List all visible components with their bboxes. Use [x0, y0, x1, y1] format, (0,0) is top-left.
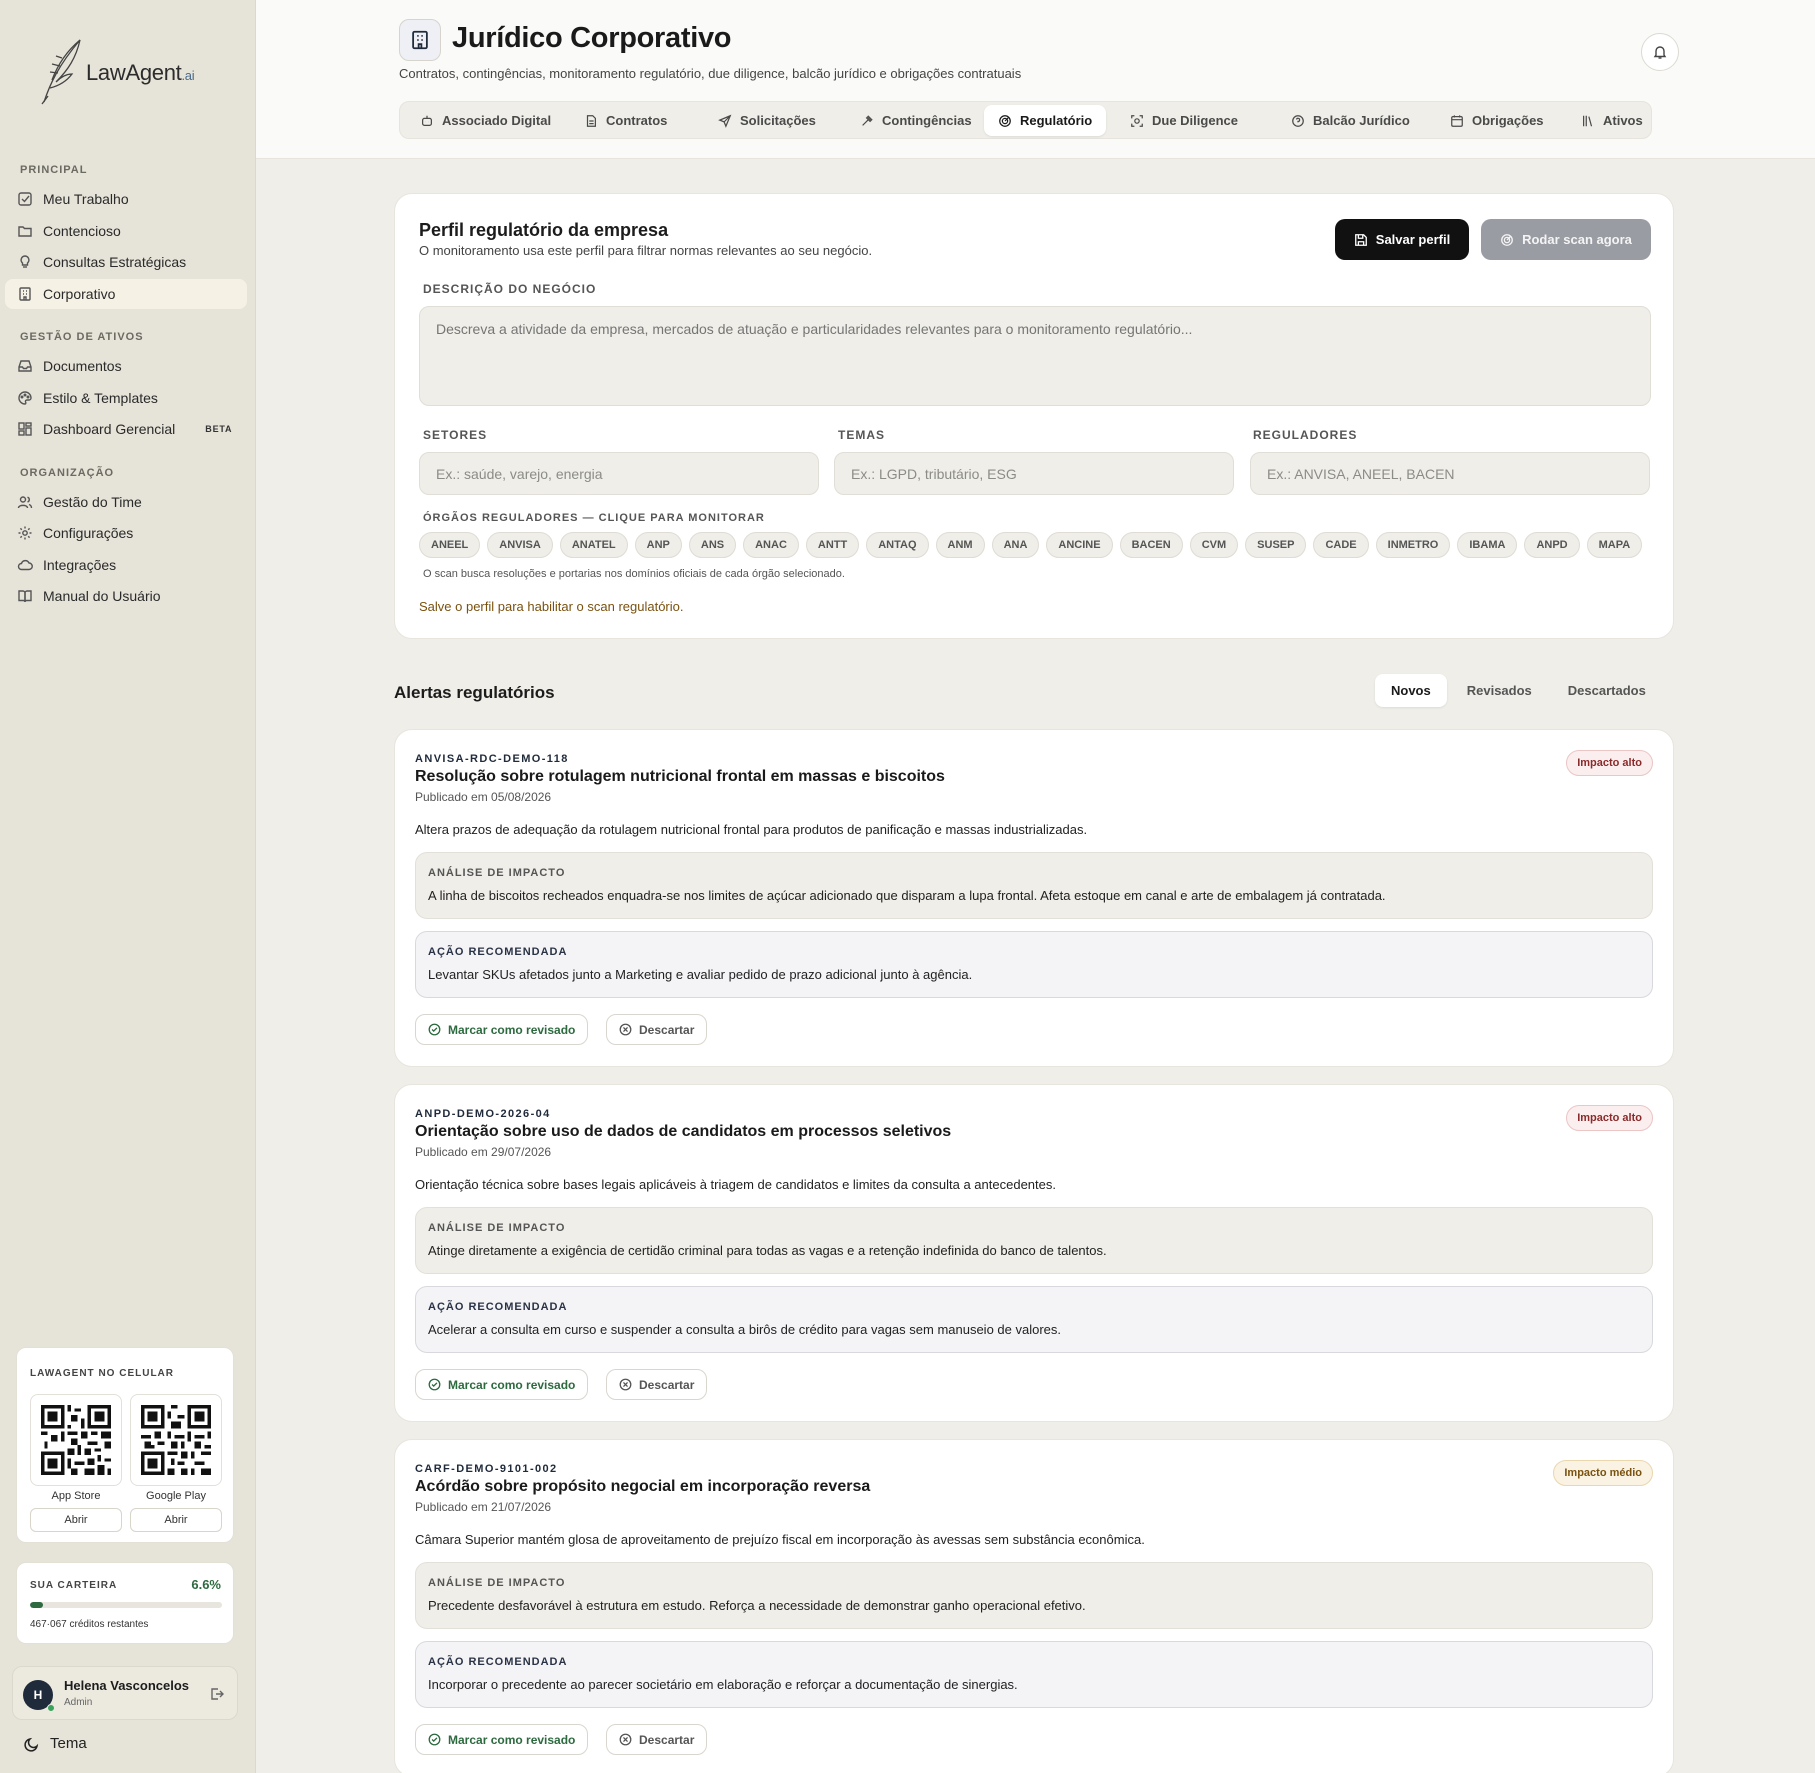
mobile-app-card — [16, 1347, 234, 1543]
sidebar-item-label: Meu Trabalho — [43, 191, 129, 207]
wallet-credits-suffix: créditos restantes — [69, 1619, 149, 1630]
agency-chip-mapa[interactable]: MAPA — [1587, 532, 1643, 558]
inbox-icon — [17, 358, 33, 374]
mark-reviewed-button[interactable] — [415, 1369, 588, 1400]
agency-chip-ibama[interactable]: IBAMA — [1457, 532, 1517, 558]
robot-icon — [420, 114, 434, 128]
tab-label: Obrigações — [1472, 113, 1544, 128]
sidebar-item-corporativo[interactable] — [5, 279, 247, 309]
lawagent-logo[interactable] — [38, 36, 194, 106]
sidebar-item-manual-usuario[interactable] — [5, 581, 247, 611]
impact-analysis-label: ANÁLISE DE IMPACTO — [428, 1577, 566, 1589]
discard-button[interactable] — [606, 1014, 707, 1045]
google-play-open-button[interactable]: Abrir — [130, 1508, 222, 1532]
users-icon — [17, 494, 33, 510]
user-role: Admin — [64, 1697, 93, 1708]
section-title-gestao-ativos: GESTÃO DE ATIVOS — [20, 331, 144, 343]
app-store-qr-code — [30, 1394, 122, 1486]
recommended-action-text: Incorporar o precedente ao parecer societário em elaboração e reforçar a documentação de sinergias. — [428, 1677, 1018, 1692]
mark-reviewed-button[interactable] — [415, 1014, 588, 1045]
sidebar-item-label: Manual do Usuário — [43, 588, 161, 604]
library-icon — [1581, 114, 1595, 128]
tab-solicitacoes[interactable] — [704, 105, 830, 136]
recommended-action-text: Acelerar a consulta em curso e suspender a consulta a birôs de crédito para vagas sem manuseio de valores. — [428, 1322, 1062, 1337]
page-header — [256, 0, 1815, 159]
sidebar-item-consultas-estrategicas[interactable] — [5, 247, 247, 277]
tab-label: Contingências — [882, 113, 972, 128]
impact-analysis-box — [415, 1207, 1653, 1274]
sidebar — [0, 0, 256, 1773]
description-label: DESCRIÇÃO DO NEGÓCIO — [423, 282, 597, 296]
save-icon — [1354, 233, 1368, 247]
avatar: H — [23, 1680, 53, 1710]
scan-icon — [1130, 114, 1144, 128]
alerts-filter-tabs — [1375, 674, 1662, 707]
corporate-building-icon — [399, 19, 441, 61]
sidebar-item-label: Contencioso — [43, 223, 121, 239]
impact-analysis-box — [415, 852, 1653, 919]
quill-logo-icon — [38, 36, 84, 106]
section-tabs — [399, 101, 1652, 139]
wallet-percent: 6.6% — [191, 1577, 221, 1592]
user-name: Helena Vasconcelos — [64, 1678, 190, 1693]
agency-chip-aneel[interactable]: ANEEL — [419, 532, 480, 558]
tab-contratos[interactable] — [570, 105, 681, 136]
alert-code: CARF-DEMO-9101-002 — [415, 1463, 558, 1475]
temas-label: TEMAS — [838, 428, 885, 442]
reguladores-input[interactable]: Ex.: ANVISA, ANEEL, BACEN — [1250, 452, 1650, 495]
alert-date: Publicado em 05/08/2026 — [415, 790, 552, 804]
mark-reviewed-label: Marcar como revisado — [448, 1732, 576, 1747]
beta-badge: BETA — [205, 424, 233, 434]
alert-card — [394, 729, 1674, 1067]
alerts-title: Alertas regulatórios — [394, 683, 555, 702]
tab-label: Due Diligence — [1152, 113, 1238, 128]
page-subtitle: Contratos, contingências, monitoramento regulatório, due diligence, balcão jurídico e obrigações contratuais — [399, 66, 1022, 81]
profile-subtitle: O monitoramento usa este perfil para filtrar normas relevantes ao seu negócio. — [419, 243, 873, 258]
wallet-progress-bar — [30, 1602, 222, 1608]
dashboard-icon — [17, 421, 33, 437]
recommended-action-label: AÇÃO RECOMENDADA — [428, 1301, 568, 1313]
tab-label: Associado Digital — [442, 113, 552, 128]
wallet-credits — [30, 1619, 148, 1630]
temas-input[interactable]: Ex.: LGPD, tributário, ESG — [834, 452, 1234, 495]
x-circle-icon — [619, 1023, 632, 1036]
tab-obrigacoes[interactable] — [1436, 105, 1558, 136]
check-circle-icon — [428, 1733, 441, 1746]
theme-toggle[interactable] — [24, 1735, 87, 1752]
recommended-action-box — [415, 1641, 1653, 1708]
discard-button[interactable] — [606, 1724, 707, 1755]
agency-chip-anm[interactable]: ANM — [936, 532, 985, 558]
agency-chip-anatel[interactable]: ANATEL — [560, 532, 628, 558]
alert-code: ANPD-DEMO-2026-04 — [415, 1108, 551, 1120]
wallet-card — [16, 1562, 234, 1644]
alert-description: Câmara Superior mantém glosa de aproveitamento de prejuízo fiscal em incorporação às avessas sem substância econômica. — [415, 1532, 1145, 1547]
recommended-action-box — [415, 1286, 1653, 1353]
agency-chip-cade[interactable]: CADE — [1313, 532, 1368, 558]
tab-due-diligence[interactable] — [1116, 105, 1252, 136]
google-play-label: Google Play — [146, 1490, 206, 1502]
setores-label: SETORES — [423, 428, 488, 442]
impact-badge: Impacto médio — [1553, 1460, 1653, 1486]
sidebar-item-dashboard-gerencial[interactable] — [5, 414, 247, 444]
discard-label: Descartar — [639, 1377, 695, 1392]
section-title-principal: PRINCIPAL — [20, 164, 88, 176]
impact-analysis-text: A linha de biscoitos recheados enquadra-se nos limites de açúcar adicionado que disparam a lupa frontal. Afeta estoque em canal e arte de embalagem já contratada. — [428, 888, 1386, 903]
radar-icon — [998, 114, 1012, 128]
alert-date: Publicado em 21/07/2026 — [415, 1500, 552, 1514]
save-profile-label: Salvar perfil — [1375, 232, 1451, 247]
sidebar-item-label: Gestão do Time — [43, 494, 142, 510]
sidebar-item-integracoes[interactable] — [5, 550, 247, 580]
help-circle-icon — [1291, 114, 1305, 128]
filter-tab-revisados[interactable]: Revisados — [1466, 683, 1532, 698]
logout-icon[interactable] — [209, 1686, 225, 1702]
alert-card — [394, 1084, 1674, 1422]
file-icon — [584, 114, 598, 128]
radar-icon — [1500, 233, 1514, 247]
page-title: Jurídico Corporativo — [452, 22, 732, 54]
online-status-dot — [47, 1704, 55, 1712]
tab-balcao-juridico[interactable] — [1277, 105, 1424, 136]
recommended-action-label: AÇÃO RECOMENDADA — [428, 1656, 568, 1668]
agency-chip-ans[interactable]: ANS — [689, 532, 736, 558]
wallet-progress-fill — [30, 1602, 43, 1608]
sidebar-item-configuracoes[interactable] — [5, 518, 247, 548]
profile-title: Perfil regulatório da empresa — [419, 220, 669, 240]
agency-chip-anac[interactable]: ANAC — [743, 532, 799, 558]
mark-reviewed-label: Marcar como revisado — [448, 1022, 576, 1037]
agency-chip-bacen[interactable]: BACEN — [1120, 532, 1183, 558]
x-circle-icon — [619, 1378, 632, 1391]
setores-input[interactable]: Ex.: saúde, varejo, energia — [419, 452, 819, 495]
sidebar-item-label: Integrações — [43, 557, 117, 573]
sidebar-item-meu-trabalho[interactable] — [5, 184, 247, 214]
wallet-credits-value: 467·067 — [30, 1619, 67, 1630]
sidebar-item-label: Configurações — [43, 525, 134, 541]
app-store-open-button[interactable]: Abrir — [30, 1508, 122, 1532]
impact-badge: Impacto alto — [1566, 750, 1653, 776]
run-scan-label: Rodar scan agora — [1522, 232, 1632, 247]
impact-analysis-box — [415, 1562, 1653, 1629]
lightbulb-icon — [17, 254, 33, 270]
tab-label: Regulatório — [1020, 113, 1093, 128]
check-circle-icon — [428, 1378, 441, 1391]
agency-chip-ancine[interactable]: ANCINE — [1046, 532, 1112, 558]
recommended-action-box — [415, 931, 1653, 998]
checkbox-icon — [17, 191, 33, 207]
filter-tab-novos[interactable]: Novos — [1375, 674, 1447, 707]
notifications-button[interactable] — [1641, 33, 1679, 71]
agency-chip-list — [419, 532, 1642, 558]
regulatory-profile-card — [394, 193, 1674, 639]
sidebar-item-label: Consultas Estratégicas — [43, 254, 187, 270]
tab-associado-digital[interactable] — [406, 105, 565, 136]
mark-reviewed-button[interactable] — [415, 1724, 588, 1755]
tab-label: Balcão Jurídico — [1313, 113, 1410, 128]
agency-chip-inmetro[interactable]: INMETRO — [1376, 532, 1451, 558]
agency-chip-anvisa[interactable]: ANVISA — [487, 532, 553, 558]
agency-chip-antaq[interactable]: ANTAQ — [866, 532, 928, 558]
agency-chip-antt[interactable]: ANTT — [806, 532, 859, 558]
alert-title: Acórdão sobre propósito negocial em incorporação reversa — [415, 1478, 871, 1495]
sidebar-item-label: Estilo & Templates — [43, 390, 158, 406]
agency-chip-susep[interactable]: SUSEP — [1245, 532, 1306, 558]
reguladores-label: REGULADORES — [1253, 428, 1358, 442]
mobile-card-title: LAWAGENT NO CELULAR — [30, 1368, 174, 1379]
run-scan-button[interactable] — [1481, 219, 1651, 260]
impact-analysis-label: ANÁLISE DE IMPACTO — [428, 1222, 566, 1234]
agency-chip-ana[interactable]: ANA — [992, 532, 1040, 558]
moon-icon — [24, 1736, 40, 1752]
mark-reviewed-label: Marcar como revisado — [448, 1377, 576, 1392]
check-circle-icon — [428, 1023, 441, 1036]
app-store-label: App Store — [51, 1490, 101, 1502]
agencies-label: ÓRGÃOS REGULADORES — CLIQUE PARA MONITORAR — [423, 512, 765, 524]
alert-description: Altera prazos de adequação da rotulagem nutricional frontal para produtos de panificação e massas industrializadas. — [415, 822, 1088, 837]
alert-title: Orientação sobre uso de dados de candidatos em processos seletivos — [415, 1123, 952, 1140]
alert-description: Orientação técnica sobre bases legais aplicáveis à triagem de candidatos e limites da consulta a antecedentes. — [415, 1177, 1056, 1192]
impact-badge: Impacto alto — [1566, 1105, 1653, 1131]
sidebar-item-label: Documentos — [43, 358, 122, 374]
brand-name: LawAgent.ai — [86, 60, 195, 85]
alert-code: ANVISA-RDC-DEMO-118 — [415, 753, 569, 765]
user-card[interactable] — [12, 1666, 238, 1720]
save-warning: Salve o perfil para habilitar o scan regulatório. — [419, 599, 684, 614]
calendar-icon — [1450, 114, 1464, 128]
tab-regulatorio[interactable] — [984, 105, 1106, 136]
discard-label: Descartar — [639, 1022, 695, 1037]
save-profile-button[interactable] — [1335, 219, 1469, 260]
palette-icon — [17, 390, 33, 406]
scan-note: O scan busca resoluções e portarias nos domínios oficiais de cada órgão selecionado. — [423, 568, 845, 580]
sidebar-item-estilo-templates[interactable] — [5, 383, 247, 413]
recommended-action-label: AÇÃO RECOMENDADA — [428, 946, 568, 958]
tab-label: Ativos — [1603, 113, 1643, 128]
tab-label: Contratos — [606, 113, 668, 128]
sidebar-item-gestao-time[interactable] — [5, 487, 247, 517]
alert-title: Resolução sobre rotulagem nutricional frontal em massas e biscoitos — [415, 768, 945, 785]
alert-card — [394, 1439, 1674, 1773]
theme-label: Tema — [50, 1735, 87, 1752]
impact-analysis-text: Atinge diretamente a exigência de certidão criminal para todas as vagas e a retenção indefinida do banco de talentos. — [428, 1243, 1107, 1258]
filter-tab-descartados[interactable]: Descartados — [1567, 683, 1646, 698]
google-play-qr-code — [130, 1394, 222, 1486]
x-circle-icon — [619, 1733, 632, 1746]
cloud-icon — [17, 557, 33, 573]
agency-chip-cvm[interactable]: CVM — [1190, 532, 1238, 558]
impact-analysis-text: Precedente desfavorável à estrutura em estudo. Reforça a necessidade de demonstrar ganho operacional efetivo. — [428, 1598, 1086, 1613]
impact-analysis-label: ANÁLISE DE IMPACTO — [428, 867, 566, 879]
sidebar-item-contencioso[interactable] — [5, 216, 247, 246]
tab-label: Solicitações — [740, 113, 816, 128]
agency-chip-anp[interactable]: ANP — [635, 532, 682, 558]
wallet-title: SUA CARTEIRA — [30, 1580, 118, 1591]
agency-chip-anpd[interactable]: ANPD — [1524, 532, 1579, 558]
book-icon — [17, 588, 33, 604]
alert-date: Publicado em 29/07/2026 — [415, 1145, 552, 1159]
building-icon — [17, 286, 33, 302]
discard-label: Descartar — [639, 1732, 695, 1747]
gavel-icon — [860, 114, 874, 128]
sidebar-item-label: Corporativo — [43, 286, 116, 302]
discard-button[interactable] — [606, 1369, 707, 1400]
recommended-action-text: Levantar SKUs afetados junto a Marketing e avaliar pedido de prazo adicional junto à agência. — [428, 967, 973, 982]
sidebar-item-documentos[interactable] — [5, 351, 247, 381]
send-icon — [718, 114, 732, 128]
folder-icon — [17, 223, 33, 239]
bell-icon — [1652, 44, 1668, 60]
section-title-organizacao: ORGANIZAÇÃO — [20, 467, 115, 479]
tab-ativos[interactable] — [1567, 105, 1657, 136]
sidebar-item-label: Dashboard Gerencial — [43, 421, 176, 437]
business-description-field[interactable] — [419, 306, 1651, 406]
gear-icon — [17, 525, 33, 541]
tab-contingencias[interactable] — [846, 105, 986, 136]
